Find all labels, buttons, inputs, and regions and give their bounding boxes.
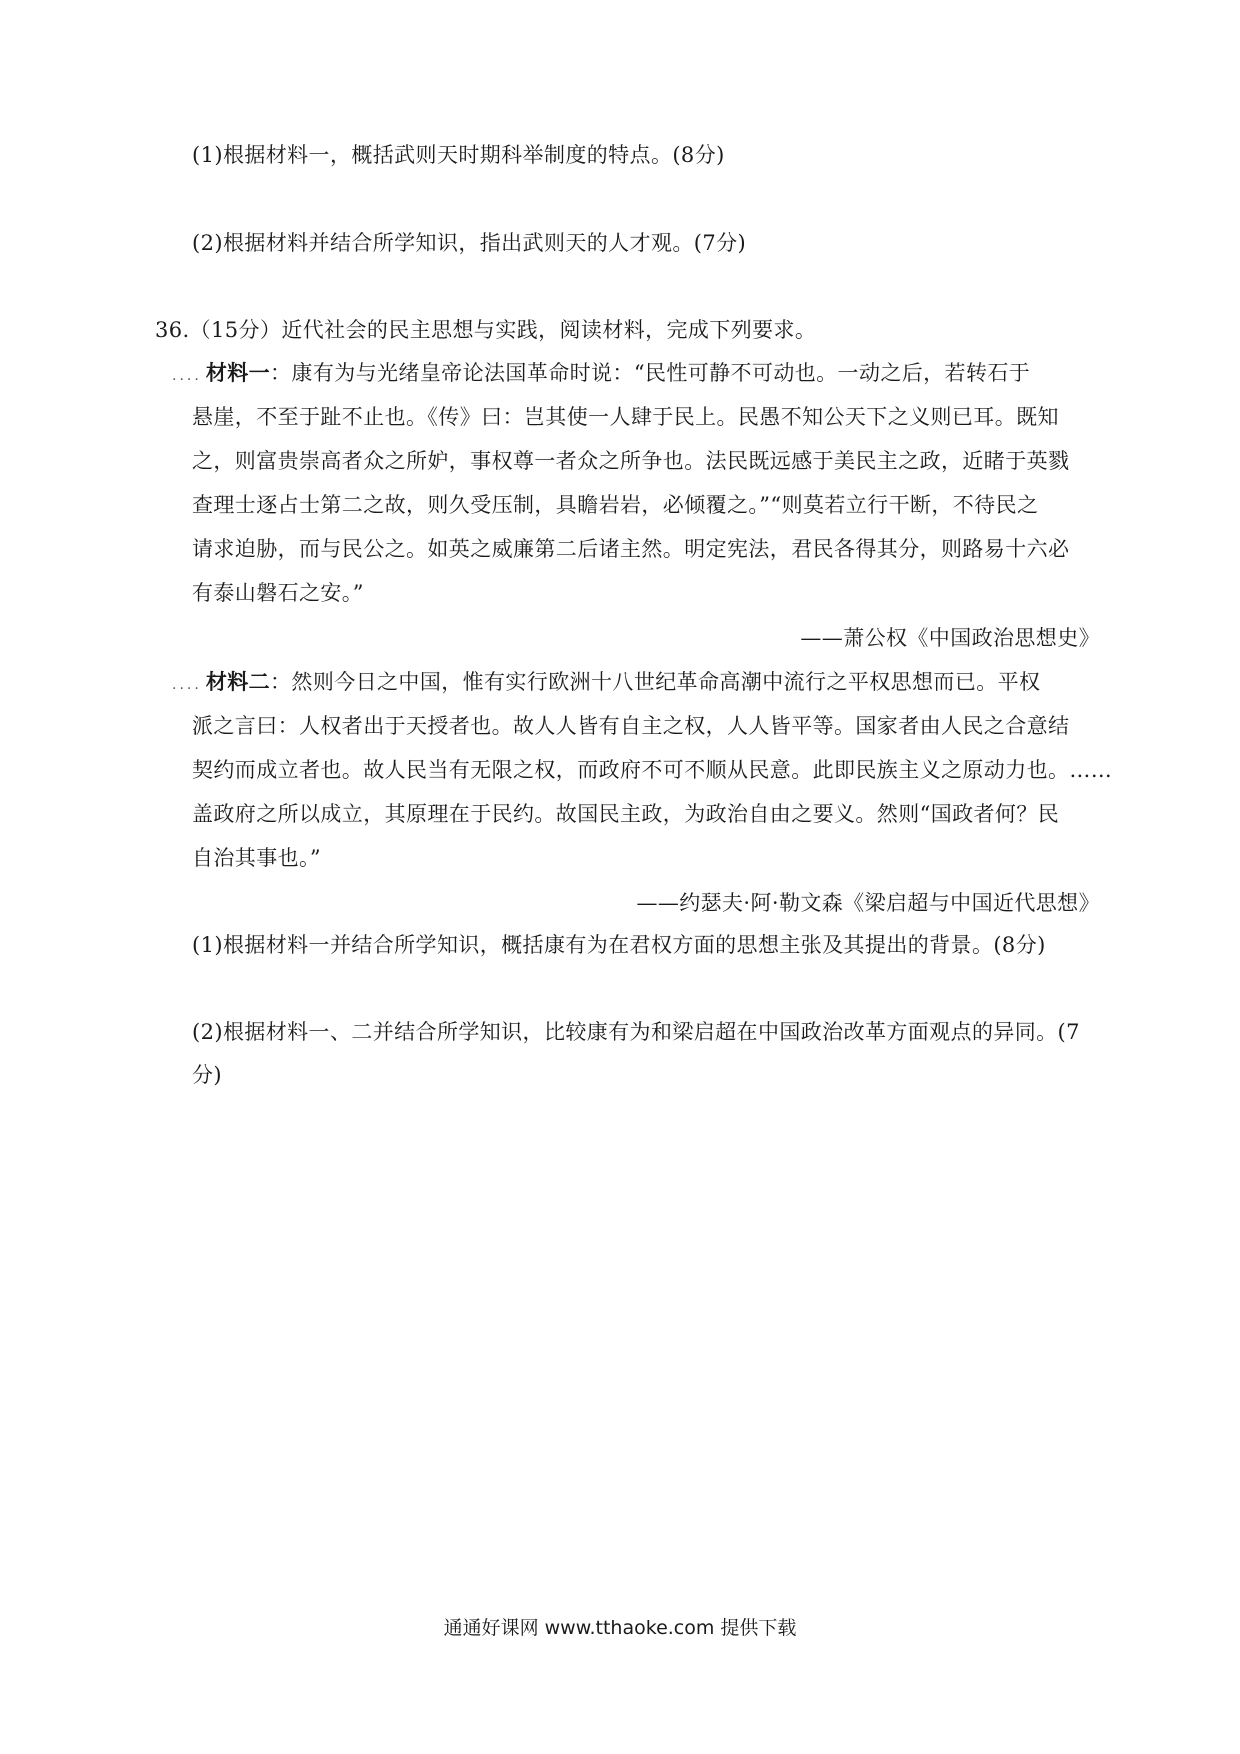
material-2-line-4: 盖政府之所以成立，其原理在于民约。故国民主政，为政治自由之要义。然则“国政者何？民 bbox=[192, 802, 1060, 826]
material-2-line-1 bbox=[172, 667, 1040, 700]
material-1-line-6: 有泰山磐石之安。” bbox=[192, 581, 364, 605]
material-1-label: 材料一 bbox=[205, 360, 271, 385]
material-1-line-2: 悬崖，不至于趾不止也。《传》曰：岂其使一人肆于民上。民愚不知公天下之义则已耳。既知 bbox=[192, 405, 1059, 429]
emphasis-dots: .... bbox=[172, 368, 202, 384]
material-1-line-5: 请求迫胁，而与民公之。如英之威廉第二后诸主然。明定宪法，君民各得其分，则路易十六必 bbox=[192, 537, 1070, 561]
question-36-sub-2-line-2: 分) bbox=[192, 1063, 222, 1087]
question-35-sub-1: (1)根据材料一，概括武则天时期科举制度的特点。(8分) bbox=[192, 143, 725, 167]
question-36-sub-1: (1)根据材料一并结合所学知识，概括康有为在君权方面的思想主张及其提出的背景。(8分) bbox=[192, 933, 1046, 957]
emphasis-dots: .... bbox=[172, 677, 202, 693]
page-footer: 通通好课网 www.tthaoke.com 提供下载 bbox=[443, 1617, 797, 1639]
material-1-line-4: 查理士逐占士第二之故，则久受压制，具瞻岩岩，必倾覆之。”“则莫若立行干断，不待民之 bbox=[192, 493, 1039, 517]
material-1-text: ：康有为与光绪皇帝论法国革命时说：“民性可静不可动也。一动之后，若转石于 bbox=[270, 361, 1031, 385]
material-2-line-2: 派之言曰：人权者出于天授者也。故人人皆有自主之权，人人皆平等。国家者由人民之合意结 bbox=[192, 714, 1070, 738]
material-2-line-3: 契约而成立者也。故人民当有无限之权，而政府不可不顺从民意。此即民族主义之原动力也。…… bbox=[192, 758, 1113, 782]
material-1-line-3: 之，则富贵崇高者众之所妒，事权尊一者众之所争也。法民既远感于美民主之政，近睹于英戮 bbox=[192, 449, 1070, 473]
material-1-line-1 bbox=[172, 358, 1030, 391]
material-2-line-5: 自治其事也。” bbox=[192, 846, 322, 870]
question-35-sub-2: (2)根据材料并结合所学知识，指出武则天的人才观。(7分) bbox=[192, 231, 747, 255]
question-36-header: 36.（15分）近代社会的民主思想与实践，阅读材料，完成下列要求。 bbox=[155, 318, 817, 342]
material-1-source: ——萧公权《中国政治思想史》 bbox=[800, 626, 1100, 650]
material-2-label: 材料二 bbox=[205, 669, 271, 694]
material-2-source: ——约瑟夫·阿·勒文森《梁启超与中国近代思想》 bbox=[636, 891, 1100, 915]
material-2-text: ：然则今日之中国，惟有实行欧洲十八世纪革命高潮中流行之平权思想而已。平权 bbox=[270, 670, 1041, 694]
question-36-sub-2-line-1: (2)根据材料一、二并结合所学知识，比较康有为和梁启超在中国政治改革方面观点的异同。(7 bbox=[192, 1020, 1080, 1044]
